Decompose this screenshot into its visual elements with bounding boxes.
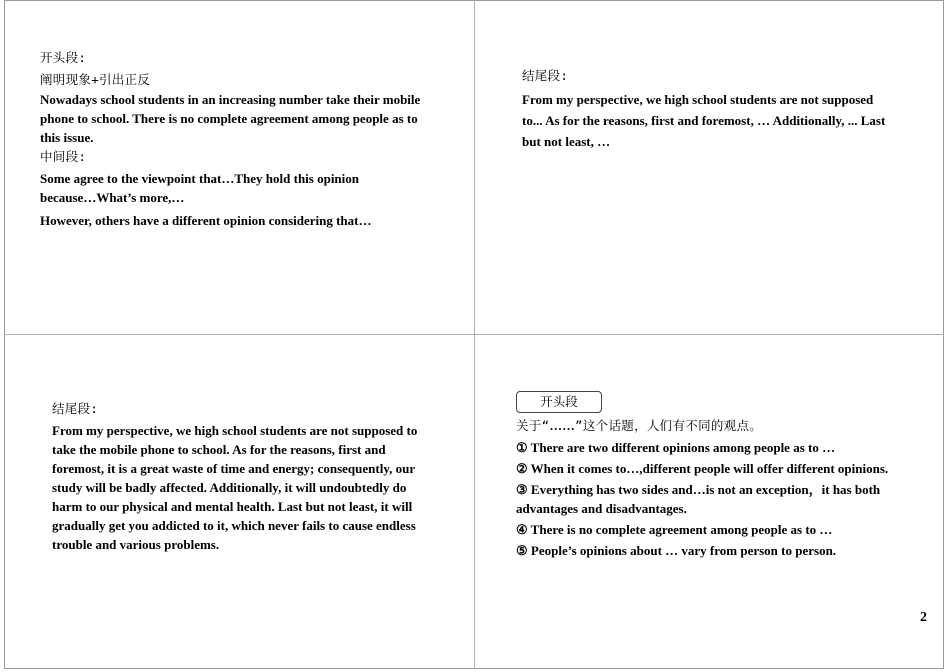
list-item: ③ Everything has two sides and…is not an exception，it has both advantages and disadvantages.	[516, 482, 881, 516]
opening-tag: 开头段	[516, 391, 602, 413]
opening-heading: 开头段:	[40, 50, 87, 65]
intro-suffix: ”这个话题，人们有不同的观点。	[575, 418, 763, 433]
closing-template-paragraph: From my perspective, we high school students are not supposed to... As for the reasons, first and foremost, … Additionally, ... Last but not least, …	[522, 92, 886, 149]
list-item: ④ There is no complete agreement among people as to …	[516, 522, 833, 537]
closing-example-paragraph: From my perspective, we high school students are not supposed to take the mobile phone to school. As for the reasons, first and foremost, it is a great waste of time and energy; consequently, our study will be badly affected. Additionally, it will undoubtedly do harm to our physical and mental health. Last but not least, it will gradually get you addicted to it, which never fails to cause endless trouble and various problems.	[52, 423, 418, 552]
slide-top-right	[522, 66, 892, 152]
intro-dots: ……	[549, 419, 576, 433]
opening-paragraph: Nowadays school students in an increasing number take their mobile phone to school. There is no complete agreement among people as to this issue.	[40, 92, 421, 145]
list-item: ① There are two different opinions among people as to …	[516, 440, 836, 455]
slide-bottom-left	[52, 399, 434, 554]
list-item: ⑤ People’s opinions about … vary from person to person.	[516, 543, 837, 558]
intro-prefix: 关于“	[516, 418, 550, 433]
horizontal-divider	[4, 334, 944, 335]
slide-bottom-right	[516, 391, 916, 560]
opening-subheading: 阐明现象+引出正反	[40, 72, 151, 87]
closing-heading: 结尾段:	[522, 68, 569, 83]
middle-paragraph-agree: Some agree to the viewpoint that…They hold this opinion because…What’s more,…	[40, 171, 360, 205]
closing-heading-example: 结尾段:	[52, 401, 99, 416]
list-item: ② When it comes to…,different people will offer different opinions.	[516, 461, 889, 476]
opening-intro-line	[516, 416, 916, 436]
middle-heading: 中间段:	[40, 149, 87, 164]
page-number: 2	[920, 610, 927, 625]
middle-paragraph-disagree: However, others have a different opinion considering that…	[40, 213, 372, 228]
slide-top-left	[40, 48, 440, 230]
